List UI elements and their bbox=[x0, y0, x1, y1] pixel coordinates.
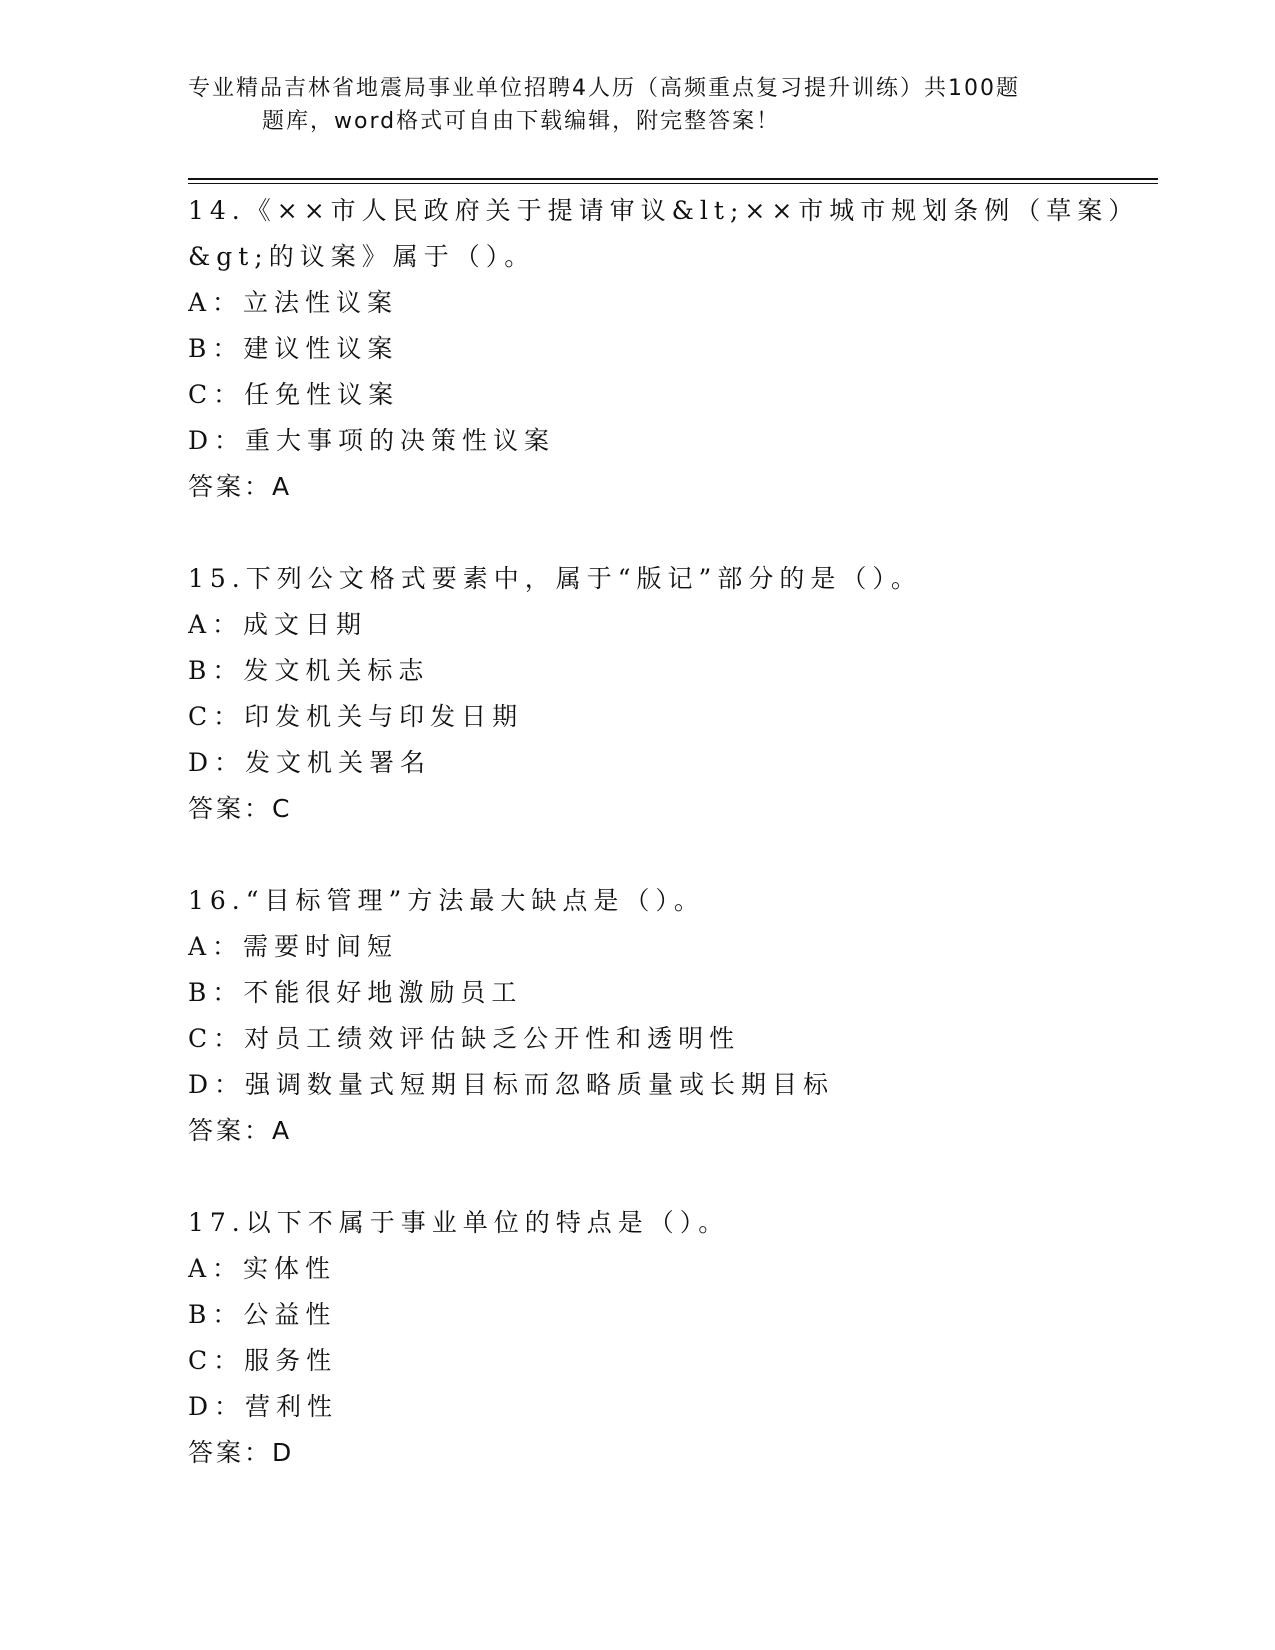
option-b: B：不能很好地激励员工 bbox=[188, 978, 523, 1007]
option-b: B：公益性 bbox=[188, 1300, 337, 1329]
question-stem: 15.下列公文格式要素中，属于“版记”部分的是（）。 bbox=[188, 564, 922, 593]
option-d: D：营利性 bbox=[188, 1392, 339, 1421]
answer-line: 答案：C bbox=[188, 794, 293, 823]
question-stem-continued: &gt;的议案》属于（）。 bbox=[188, 242, 536, 271]
answer-line: 答案：A bbox=[188, 472, 293, 501]
header-title-line2: 题库，word格式可自由下载编辑，附完整答案！ bbox=[262, 109, 781, 134]
option-d: D：强调数量式短期目标而忽略质量或长期目标 bbox=[188, 1070, 835, 1099]
question-stem: 14.《××市人民政府关于提请审议&lt;××市城市规划条例（草案） bbox=[188, 196, 1140, 225]
question-stem: 16.“目标管理”方法最大缺点是（）。 bbox=[188, 886, 705, 915]
question-stem: 17.以下不属于事业单位的特点是（）。 bbox=[188, 1208, 730, 1237]
option-d: D：重大事项的决策性议案 bbox=[188, 426, 556, 455]
option-c: C：服务性 bbox=[188, 1346, 338, 1375]
option-d: D：发文机关署名 bbox=[188, 748, 432, 777]
answer-line: 答案：D bbox=[188, 1438, 295, 1467]
header-divider-thin bbox=[188, 183, 1158, 184]
question-17 bbox=[188, 1200, 1148, 1476]
option-a: A：实体性 bbox=[188, 1254, 337, 1283]
option-a: A：需要时间短 bbox=[188, 932, 399, 961]
question-15 bbox=[188, 556, 1148, 832]
question-14 bbox=[188, 188, 1148, 510]
answer-line: 答案：A bbox=[188, 1116, 293, 1145]
question-16 bbox=[188, 878, 1148, 1154]
option-c: C：任免性议案 bbox=[188, 380, 400, 409]
option-b: B：建议性议案 bbox=[188, 334, 399, 363]
option-b: B：发文机关标志 bbox=[188, 656, 430, 685]
header-title-line1: 专业精品吉林省地震局事业单位招聘4人历（高频重点复习提升训练）共100题 bbox=[188, 76, 1020, 101]
header-divider-thick bbox=[188, 178, 1158, 180]
question-list bbox=[188, 188, 1148, 1522]
option-a: A：成文日期 bbox=[188, 610, 368, 639]
option-c: C：对员工绩效评估缺乏公开性和透明性 bbox=[188, 1024, 741, 1053]
option-a: A：立法性议案 bbox=[188, 288, 399, 317]
option-c: C：印发机关与印发日期 bbox=[188, 702, 524, 731]
